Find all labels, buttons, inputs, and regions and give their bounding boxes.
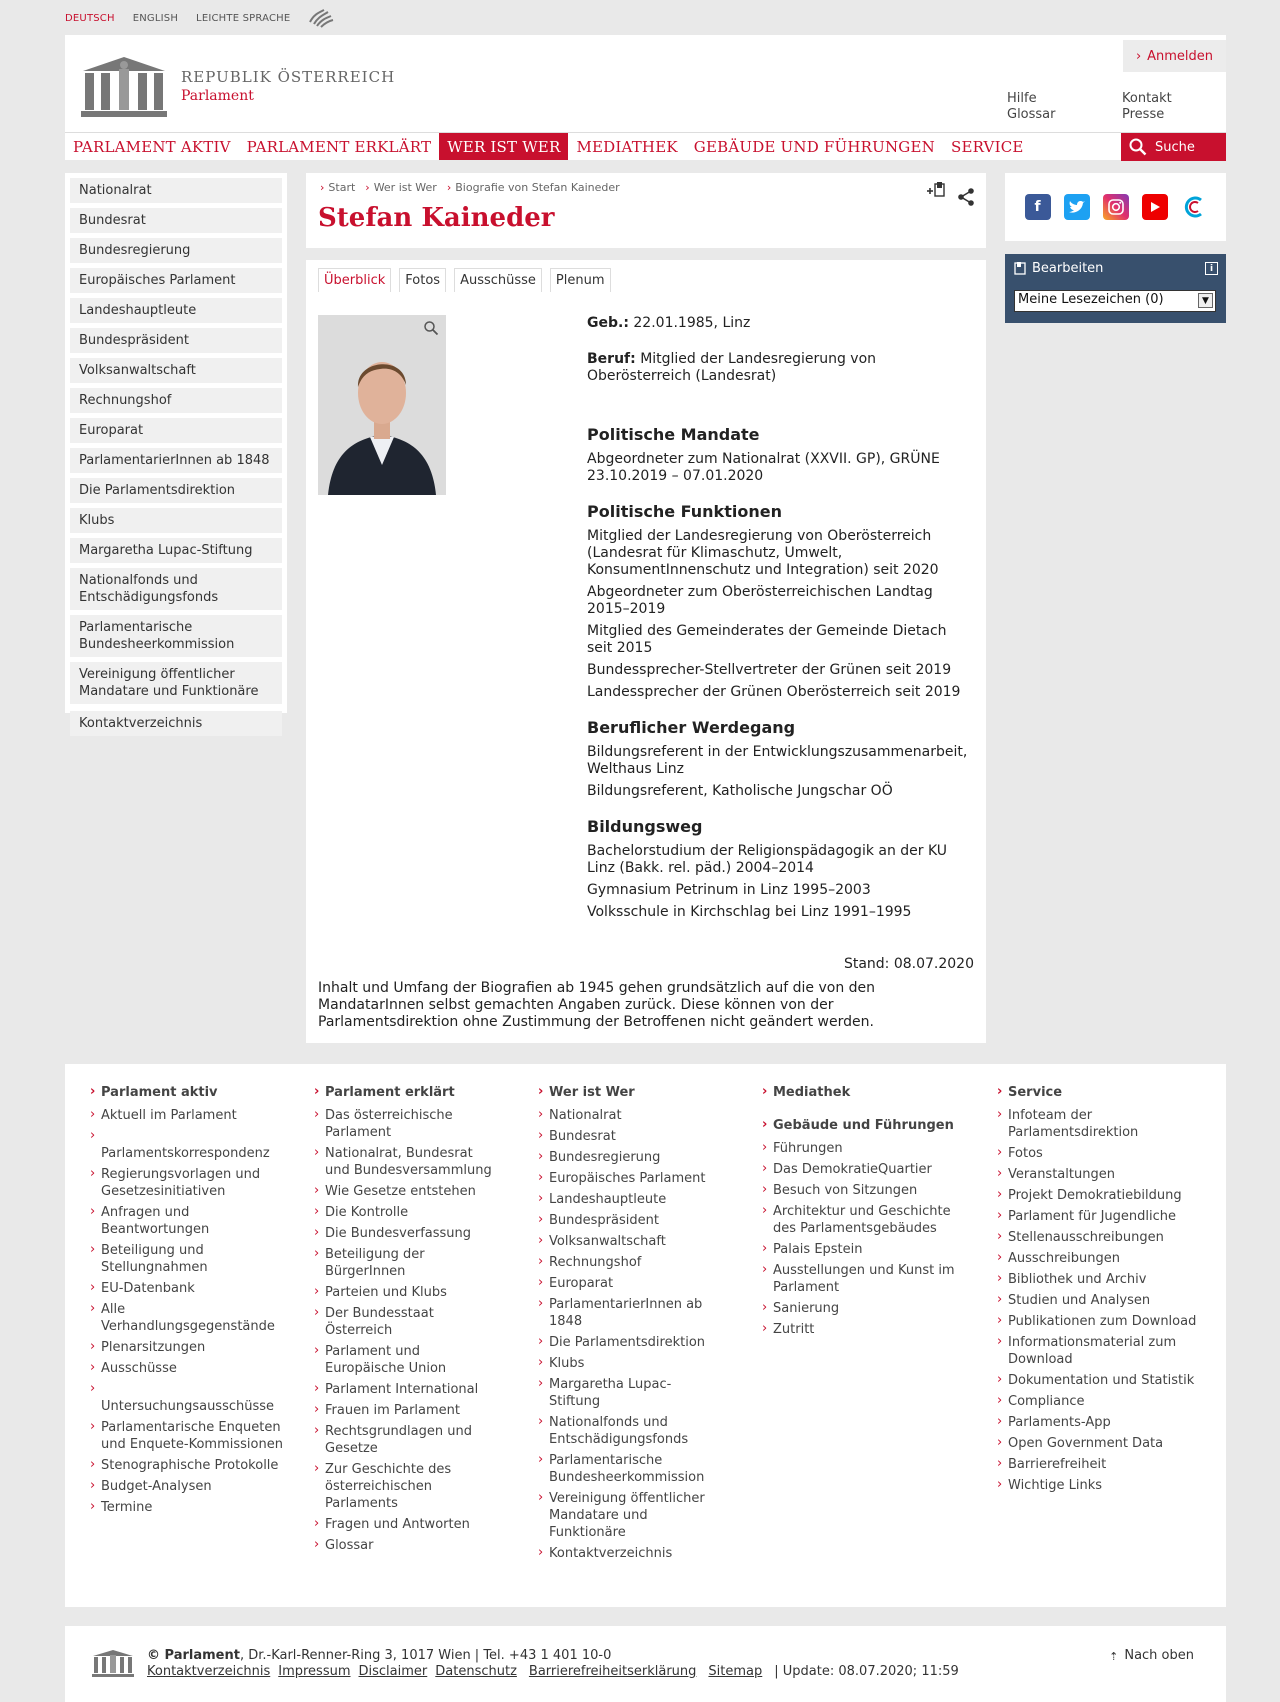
footer-link[interactable]: › Bundespräsident — [538, 1212, 718, 1229]
footer-link[interactable]: › Barrierefreiheit — [997, 1456, 1197, 1473]
legal-link-barrierefreiheit[interactable]: Barrierefreiheitserklärung — [528, 1664, 697, 1679]
footer-heading[interactable]: › Service — [997, 1084, 1197, 1101]
section-title: Politische Mandate — [587, 425, 760, 444]
footer-link[interactable]: › Compliance — [997, 1393, 1197, 1410]
title-panel — [306, 173, 986, 248]
sidebar-item[interactable]: Bundespräsident — [70, 328, 282, 353]
section-item: Bildungsreferent in der Entwicklungszusammenarbeit, Welthaus Linz — [587, 744, 968, 777]
footer-link[interactable]: › EU-Datenbank — [90, 1280, 290, 1297]
tab-ausschuesse[interactable]: Ausschüsse — [454, 268, 542, 292]
update-info: | Update: 08.07.2020; 11:59 — [774, 1664, 959, 1679]
lang-english[interactable]: ENGLISH — [132, 12, 179, 24]
footer-link[interactable]: › Wichtige Links — [997, 1477, 1197, 1494]
footer-link[interactable]: › Wie Gesetze entstehen — [314, 1183, 499, 1200]
sidebar-item[interactable]: Kontaktverzeichnis — [70, 711, 282, 736]
footer-heading[interactable]: › Mediathek — [762, 1084, 957, 1101]
copyright-info — [147, 1648, 959, 1680]
footer-link[interactable]: › Parlamentarische Bundesheerkommission — [538, 1452, 718, 1486]
section-item: Gymnasium Petrinum in Linz 1995–2003 — [587, 882, 871, 898]
share-icon[interactable] — [956, 187, 976, 207]
nav-service[interactable]: SERVICE — [950, 137, 1024, 156]
search-icon — [1129, 138, 1147, 156]
lang-leichte-sprache[interactable]: LEICHTE SPRACHE — [196, 12, 291, 24]
nav-gebaeude[interactable]: GEBÄUDE UND FÜHRUNGEN — [693, 137, 935, 156]
footer-link[interactable]: › Parlaments-App — [997, 1414, 1197, 1431]
footer-col-service — [997, 1084, 1197, 1498]
sidebar-item[interactable]: Nationalrat — [70, 178, 282, 203]
footer-link[interactable]: › Glossar — [314, 1537, 499, 1554]
section-title: Politische Funktionen — [587, 502, 782, 521]
footer-link[interactable]: › Beteiligung und Stellungnahmen — [90, 1242, 290, 1276]
footer-link[interactable]: › Zur Geschichte des österreichischen Parlaments — [314, 1461, 499, 1512]
footer-link[interactable]: › Sanierung — [762, 1300, 957, 1317]
sidebar-item[interactable]: Klubs — [70, 508, 282, 533]
zoom-icon[interactable] — [423, 320, 439, 336]
address: , Dr.-Karl-Renner-Ring 3, 1017 Wien | Tel. +43 1 401 10-0 — [239, 1648, 612, 1663]
sidebar-item[interactable]: Nationalfonds und Entschädigungsfonds — [70, 568, 282, 610]
nav-mediathek[interactable]: MEDIATHEK — [576, 137, 678, 156]
footer-link[interactable]: › Dokumentation und Statistik — [997, 1372, 1197, 1389]
nav-wer-ist-wer[interactable]: WER IST WER — [439, 133, 568, 160]
section-title: Bildungsweg — [587, 817, 703, 836]
footer-link[interactable]: › Alle Verhandlungsgegenstände — [90, 1301, 290, 1335]
footer-link[interactable]: › Bundesrat — [538, 1128, 718, 1145]
bookmarks-panel — [1005, 254, 1226, 323]
footer-link[interactable]: › Bibliothek und Archiv — [997, 1271, 1197, 1288]
site-header — [65, 35, 1226, 160]
sidebar-item[interactable]: Landeshauptleute — [70, 298, 282, 323]
footer-link[interactable]: › Informationsmaterial zum Download — [997, 1334, 1197, 1368]
legal-link-disclaimer[interactable]: Disclaimer — [358, 1664, 428, 1679]
legal-link-kontaktverzeichnis[interactable]: Kontaktverzeichnis — [147, 1664, 271, 1679]
footer-link[interactable]: › Zutritt — [762, 1321, 957, 1338]
search-button[interactable] — [1121, 133, 1226, 161]
footer-link[interactable]: › Bundesregierung — [538, 1149, 718, 1166]
section-item: Bundessprecher-Stellvertreter der Grünen seit 2019 — [587, 662, 952, 678]
footer-link[interactable]: › Untersuchungsausschüsse — [90, 1381, 290, 1415]
footer-col-parlament-aktiv — [90, 1084, 290, 1520]
twitter-icon[interactable] — [1064, 194, 1090, 220]
footer-col-mediathek — [762, 1084, 957, 1342]
footer-link[interactable]: › Europäisches Parlament — [538, 1170, 718, 1187]
legal-link-impressum[interactable]: Impressum — [278, 1664, 351, 1679]
social-media-links — [1005, 173, 1226, 241]
tabs — [318, 268, 611, 292]
legal-links — [147, 1664, 959, 1680]
breadcrumb-item[interactable]: › Start — [320, 181, 355, 194]
footer-link[interactable]: › Die Parlamentsdirektion — [538, 1334, 718, 1351]
demokratiewebstatt-icon[interactable] — [1181, 194, 1207, 220]
section-item: Volksschule in Kirchschlag bei Linz 1991–1995 — [587, 904, 912, 920]
section-item: Mitglied des Gemeinderates der Gemeinde Dietach seit 2015 — [587, 623, 947, 656]
login-button[interactable] — [1123, 40, 1226, 72]
footer-link[interactable]: › Ausschüsse — [90, 1360, 290, 1377]
footer-link[interactable]: › Publikationen zum Download — [997, 1313, 1197, 1330]
arrow-up-icon: ⇡ — [1109, 1650, 1119, 1663]
footer-link[interactable]: › Rechtsgrundlagen und Gesetze — [314, 1423, 499, 1457]
breadcrumb-item: › Biografie von Stefan Kaineder — [447, 181, 620, 194]
tab-ueberblick[interactable]: Überblick — [318, 268, 391, 292]
sidebar-item[interactable]: Bundesrat — [70, 208, 282, 233]
stand-date: Stand: 08.07.2020 — [843, 956, 974, 972]
footer-link[interactable]: › Ausschreibungen — [997, 1250, 1197, 1267]
bookmarks-select-value: Meine Lesezeichen (0) — [1018, 292, 1164, 307]
sidebar-item[interactable]: Margaretha Lupac-Stiftung — [70, 538, 282, 563]
footer-link[interactable]: › Parlament International — [314, 1381, 499, 1398]
biography-panel — [306, 260, 986, 1043]
legal-link-datenschutz[interactable]: Datenschutz — [435, 1664, 517, 1679]
footer-link[interactable]: › Das österreichische Parlament — [314, 1107, 499, 1141]
biography-disclaimer: Inhalt und Umfang der Biografien ab 1945 gehen grundsätzlich auf die von den MandatarInnen selbst gemachten Angaben zurück. Diese können von der Parlamentsdirektion ohne Zustimmung der Betroffenen nicht geändert werden. — [318, 980, 876, 1030]
nav-parlament-erklaert[interactable]: PARLAMENT ERKLÄRT — [246, 137, 432, 156]
facebook-icon[interactable]: f — [1025, 194, 1051, 220]
footer-link[interactable]: › Frauen im Parlament — [314, 1402, 499, 1419]
birth-info: Geb.: 22.01.1985, Linz — [587, 315, 751, 331]
footer-link[interactable]: › Architektur und Geschichte des Parlamentsgebäudes — [762, 1203, 957, 1237]
footer-link[interactable]: › Studien und Analysen — [997, 1292, 1197, 1309]
footer-link[interactable]: › Infoteam der Parlamentsdirektion — [997, 1107, 1197, 1141]
press-link[interactable]: Presse — [1122, 107, 1165, 122]
footer-link[interactable]: › Ausstellungen und Kunst im Parlament — [762, 1262, 957, 1296]
sidebar-item[interactable]: ParlamentarierInnen ab 1848 — [70, 448, 282, 473]
legal-link-sitemap[interactable]: Sitemap — [708, 1664, 763, 1679]
chevron-right-icon: › — [1135, 48, 1142, 64]
footer-link[interactable]: › Kontaktverzeichnis — [538, 1545, 718, 1562]
bookmarks-select[interactable] — [1014, 290, 1216, 312]
bookmarks-title: Bearbeiten — [1032, 261, 1104, 276]
footer-link[interactable]: › Parlamentskorrespondenz — [90, 1128, 290, 1162]
footer-link[interactable]: › Veranstaltungen — [997, 1166, 1197, 1183]
breadcrumb — [320, 181, 620, 194]
info-icon[interactable]: i — [1205, 262, 1218, 275]
footer-link[interactable]: › Das DemokratieQuartier — [762, 1161, 957, 1178]
footer-link[interactable]: › Nationalrat, Bundesrat und Bundesversammlung — [314, 1145, 499, 1179]
footer-link[interactable]: › Die Bundesverfassung — [314, 1225, 499, 1242]
footer-link[interactable]: › Europarat — [538, 1275, 718, 1292]
footer-link[interactable]: › Landeshauptleute — [538, 1191, 718, 1208]
footer-heading[interactable]: › Gebäude und Führungen — [762, 1117, 957, 1134]
back-to-top-label: Nach oben — [1124, 1648, 1194, 1663]
sidebar-item[interactable]: Rechnungshof — [70, 388, 282, 413]
footer-link[interactable]: › Anfragen und Beantwortungen — [90, 1204, 290, 1238]
footer-link[interactable]: › Führungen — [762, 1140, 957, 1157]
instagram-icon[interactable] — [1103, 194, 1129, 220]
sidebar-navigation — [65, 173, 287, 731]
sidebar-item[interactable]: Bundesregierung — [70, 238, 282, 263]
portrait-image — [318, 315, 446, 495]
chevron-down-icon: ▼ — [1198, 293, 1213, 308]
bookmark-icon — [1014, 262, 1026, 275]
footer-link[interactable]: › Der Bundesstaat Österreich — [314, 1305, 499, 1339]
page-title: Stefan Kaineder — [318, 203, 555, 233]
sidebar-item[interactable]: Parlamentarische Bundesheerkommission — [70, 615, 282, 657]
footer-link[interactable]: › Budget-Analysen — [90, 1478, 290, 1495]
logo-title: REPUBLIK ÖSTERREICH — [181, 68, 396, 86]
section-item: Abgeordneter zum Oberösterreichischen Landtag 2015–2019 — [587, 584, 933, 617]
tab-fotos[interactable]: Fotos — [399, 268, 446, 292]
footer-link[interactable]: › Margaretha Lupac-Stiftung — [538, 1376, 718, 1410]
footer-link[interactable]: › Nationalrat — [538, 1107, 718, 1124]
footer-link[interactable]: › Stenographische Protokolle — [90, 1457, 290, 1474]
footer-link[interactable]: › Plenarsitzungen — [90, 1339, 290, 1356]
footer-link[interactable]: › Parlament und Europäische Union — [314, 1343, 499, 1377]
footer-link[interactable]: › Vereinigung öffentlicher Mandatare und Funktionäre — [538, 1490, 718, 1541]
sidebar-item[interactable]: Europarat — [70, 418, 282, 443]
sign-language-icon[interactable] — [308, 8, 334, 28]
section-item: Abgeordneter zum Nationalrat (XXVII. GP), GRÜNE 23.10.2019 – 07.01.2020 — [587, 451, 940, 484]
footer-link[interactable]: › Termine — [90, 1499, 290, 1516]
section-item: Bachelorstudium der Religionspädagogik an der KU Linz (Bakk. rel. päd.) 2004–2014 — [587, 843, 948, 876]
section-item: Mitglied der Landesregierung von Oberösterreich (Landesrat für Klimaschutz, Umwelt, KonsumentInnenschutz und Integration) seit 2020 — [587, 528, 939, 578]
footer-link[interactable]: › Parlament für Jugendliche — [997, 1208, 1197, 1225]
sidebar-item[interactable]: Europäisches Parlament — [70, 268, 282, 293]
section-item: Bildungsreferent, Katholische Jungschar OÖ — [587, 783, 893, 799]
language-bar — [65, 0, 334, 36]
footer-link[interactable]: › Rechnungshof — [538, 1254, 718, 1271]
section-item: Landessprecher der Grünen Oberösterreich seit 2019 — [587, 684, 961, 700]
footer-link[interactable]: › Nationalfonds und Entschädigungsfonds — [538, 1414, 718, 1448]
tab-plenum[interactable]: Plenum — [550, 268, 611, 292]
logo-subtitle: Parlament — [181, 88, 254, 104]
footer-link[interactable]: › Besuch von Sitzungen — [762, 1182, 957, 1199]
bookmarks-header[interactable] — [1014, 261, 1103, 276]
youtube-icon[interactable] — [1142, 194, 1168, 220]
footer-heading[interactable]: › Wer ist Wer — [538, 1084, 718, 1101]
bottom-bar — [65, 1626, 1226, 1702]
footer-link[interactable]: › Stellenausschreibungen — [997, 1229, 1197, 1246]
sidebar-item[interactable]: Vereinigung öffentlicher Mandatare und Funktionäre — [70, 662, 282, 704]
portrait-photo[interactable] — [318, 315, 446, 495]
contact-link[interactable]: Kontakt — [1122, 91, 1172, 106]
util-links-right — [1122, 91, 1172, 123]
parlament-logo-icon — [79, 53, 169, 119]
footer-link[interactable]: › Regierungsvorlagen und Gesetzesinitiativen — [90, 1166, 290, 1200]
footer-link[interactable]: › ParlamentarierInnen ab 1848 — [538, 1296, 718, 1330]
lang-deutsch[interactable]: DEUTSCH — [65, 12, 115, 24]
footer-link[interactable]: › Volksanwaltschaft — [538, 1233, 718, 1250]
profession-info: Beruf: Mitglied der Landesregierung von Oberösterreich (Landesrat) — [587, 351, 877, 384]
parlament-small-logo-icon — [91, 1648, 135, 1678]
main-navigation — [65, 132, 1226, 160]
footer-link[interactable]: › Fragen und Antworten — [314, 1516, 499, 1533]
footer-col-parlament-erklaert — [314, 1084, 499, 1558]
footer-link[interactable]: › Parteien und Klubs — [314, 1284, 499, 1301]
footer-link[interactable]: › Die Kontrolle — [314, 1204, 499, 1221]
footer-link[interactable]: › Palais Epstein — [762, 1241, 957, 1258]
footer-col-wer-ist-wer — [538, 1084, 718, 1566]
sidebar-item[interactable]: Die Parlamentsdirektion — [70, 478, 282, 503]
footer-link[interactable]: › Parlamentarische Enqueten und Enquete-Kommissionen — [90, 1419, 290, 1453]
footer-link[interactable]: › Beteiligung der BürgerInnen — [314, 1246, 499, 1280]
footer-link[interactable]: › Projekt Demokratiebildung — [997, 1187, 1197, 1204]
help-link[interactable]: Hilfe — [1007, 91, 1037, 106]
biography-content — [587, 315, 972, 926]
section-title: Beruflicher Werdegang — [587, 718, 796, 737]
footer-heading[interactable]: › Parlament erklärt — [314, 1084, 499, 1101]
breadcrumb-item[interactable]: › Wer ist Wer — [365, 181, 437, 194]
footer-link[interactable]: › Fotos — [997, 1145, 1197, 1162]
footer-link[interactable]: › Klubs — [538, 1355, 718, 1372]
nav-parlament-aktiv[interactable]: PARLAMENT AKTIV — [73, 137, 231, 156]
footer-heading[interactable]: › Parlament aktiv — [90, 1084, 290, 1101]
search-label: Suche — [1155, 139, 1195, 155]
util-links-left — [1007, 91, 1056, 123]
bookmark-add-icon[interactable] — [926, 181, 946, 201]
site-logo[interactable] — [79, 53, 395, 119]
back-to-top-link[interactable] — [1109, 1648, 1194, 1663]
footer-sitemap — [65, 1064, 1226, 1607]
footer-link[interactable]: › Aktuell im Parlament — [90, 1107, 290, 1124]
footer-link[interactable]: › Open Government Data — [997, 1435, 1197, 1452]
copyright: © Parlament — [147, 1648, 240, 1663]
login-label: Anmelden — [1147, 48, 1214, 64]
sidebar-item[interactable]: Volksanwaltschaft — [70, 358, 282, 383]
glossary-link[interactable]: Glossar — [1007, 107, 1056, 122]
